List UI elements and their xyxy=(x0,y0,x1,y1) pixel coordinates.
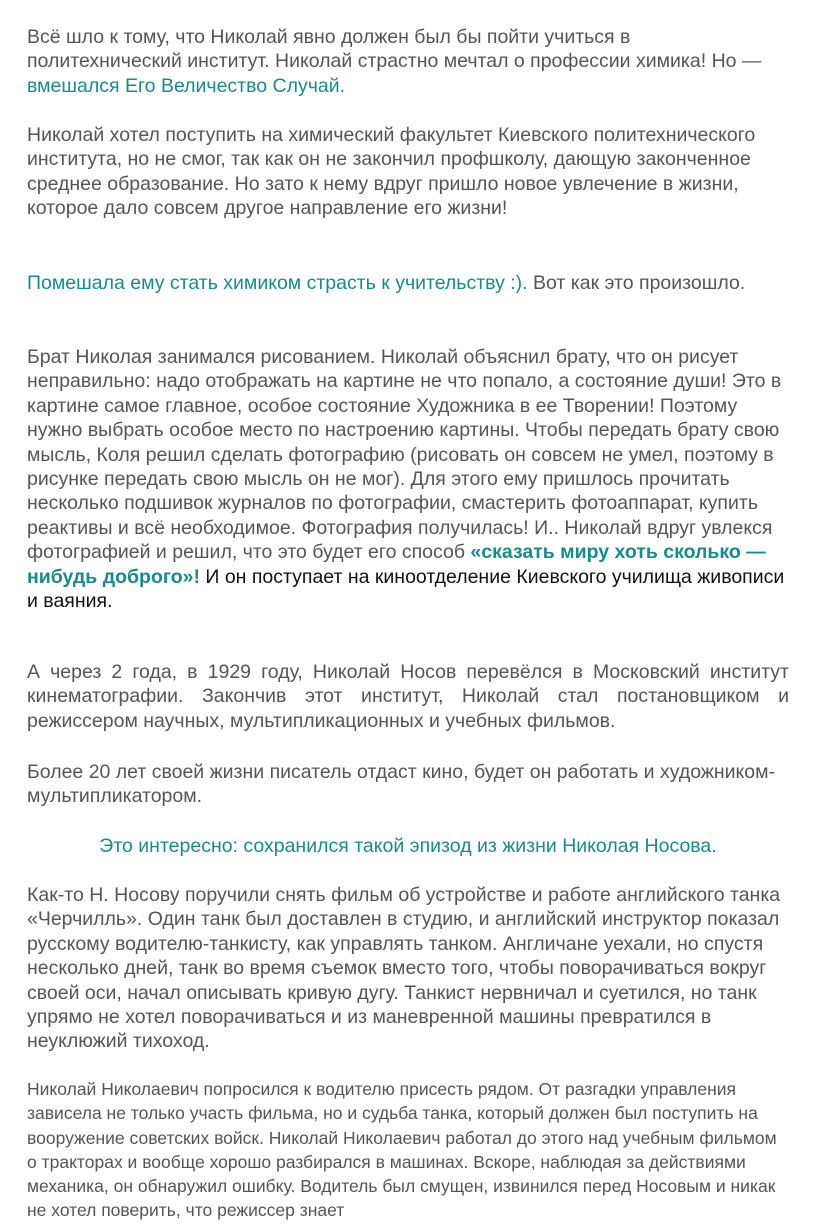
paragraph-6-text: Более 20 лет своей жизни писатель отдаст кино, будет он работать и художником-мультипликатором. xyxy=(27,761,776,808)
paragraph-6 xyxy=(27,760,787,809)
paragraph-8 xyxy=(27,883,789,1054)
paragraph-4 xyxy=(27,345,789,613)
paragraph-1-highlight: вмешался Его Величество Случай. xyxy=(27,74,346,97)
paragraph-7-highlight: Это интересно: сохранился такой эпизод из жизни Николая Носова. xyxy=(99,835,717,857)
paragraph-4-dark-text: И он поступает на киноотделение Киевского училища живописи и ваяния. xyxy=(27,565,785,613)
paragraph-2 xyxy=(27,123,787,221)
paragraph-2-text: Николай хотел поступить на химический факультет Киевского политехнического института, но не смог, так как он не закончил профшколу, дающую законченное среднее образование. Но зато к нему вдруг пришло новое увлечение в жизни, которое дало совсем другое направление его жизни! xyxy=(27,124,756,220)
paragraph-5-text: А через 2 года, в 1929 году, Николай Носов перевёлся в Московский институт кинематографии. Закончив этот институт, Николай стал постановщиком и режиссером научных, мультипликационных и учебных фильмов. xyxy=(27,661,789,732)
paragraph-5 xyxy=(27,660,789,733)
paragraph-3-highlight: Помешала ему стать химиком страсть к учительству :). xyxy=(27,272,528,294)
paragraph-1-text: Всё шло к тому, что Николай явно должен был бы пойти учиться в политехнический институт. Николай страстно мечтал о профессии химика! Но — xyxy=(27,26,762,73)
paragraph-7-interesting xyxy=(27,834,789,858)
paragraph-4-bold-highlight: «сказать миру хоть сколько — нибудь доброго»! xyxy=(27,541,766,588)
paragraph-8-text: Как-то Н. Носову поручили снять фильм об устройстве и работе английского танка «Черчилль». Один танк был доставлен в студию, и английский инструктор показал русскому водителю-танкисту, как управлять танком. Англичане уехали, но спустя несколько дней, танк во время съемок вместо того, чтобы поворачиваться вокруг своей оси, начал описывать кривую дугу. Танкист нервничал и суетился, но танк упрямо не хотел поворачиваться и из маневренной машины превратился в неуклюжий тихоход. xyxy=(27,884,781,1053)
paragraph-3 xyxy=(27,271,787,295)
paragraph-3-text: Вот как это произошло. xyxy=(527,272,746,294)
paragraph-4-text: Брат Николая занимался рисованием. Николай объяснил брату, что он рисует неправильно: надо отображать на картине не что попало, а состояние души! Это в картине самое главное, особое состояние Художника в ее Творении! Поэтому нужно выбрать особое место по настроению картины. Чтобы передать брату свою мысль, Коля решил сделать фотографию (рисовать он совсем не умел, поэтому в рисунке передать свою мысль он не мог). Для этого ему пришлось прочитать несколько подшивок журналов по фотографии, смастерить фотоаппарат, купить реактивы и всё необходимое. Фотография получилась! И.. Николай вдруг увлекся фотографией и решил, что это будет его способ xyxy=(27,346,782,564)
paragraph-1 xyxy=(27,25,787,98)
paragraph-9 xyxy=(27,1077,787,1223)
paragraph-9-text: Николай Николаевич попросился к водителю присесть рядом. От разгадки управления зависела не только участь фильма, но и судьба танка, который должен был поступить на вооружение советских войск. Николай Николаевич работал до этого над учебным фильмом о тракторах и вообще хорошо разбирался в машинах. Вскоре, наблюдая за действиями механика, он обнаружил ошибку. Водитель был смущен, извинился перед Носовым и никак не хотел поверить, что режиссер знает xyxy=(27,1079,777,1221)
